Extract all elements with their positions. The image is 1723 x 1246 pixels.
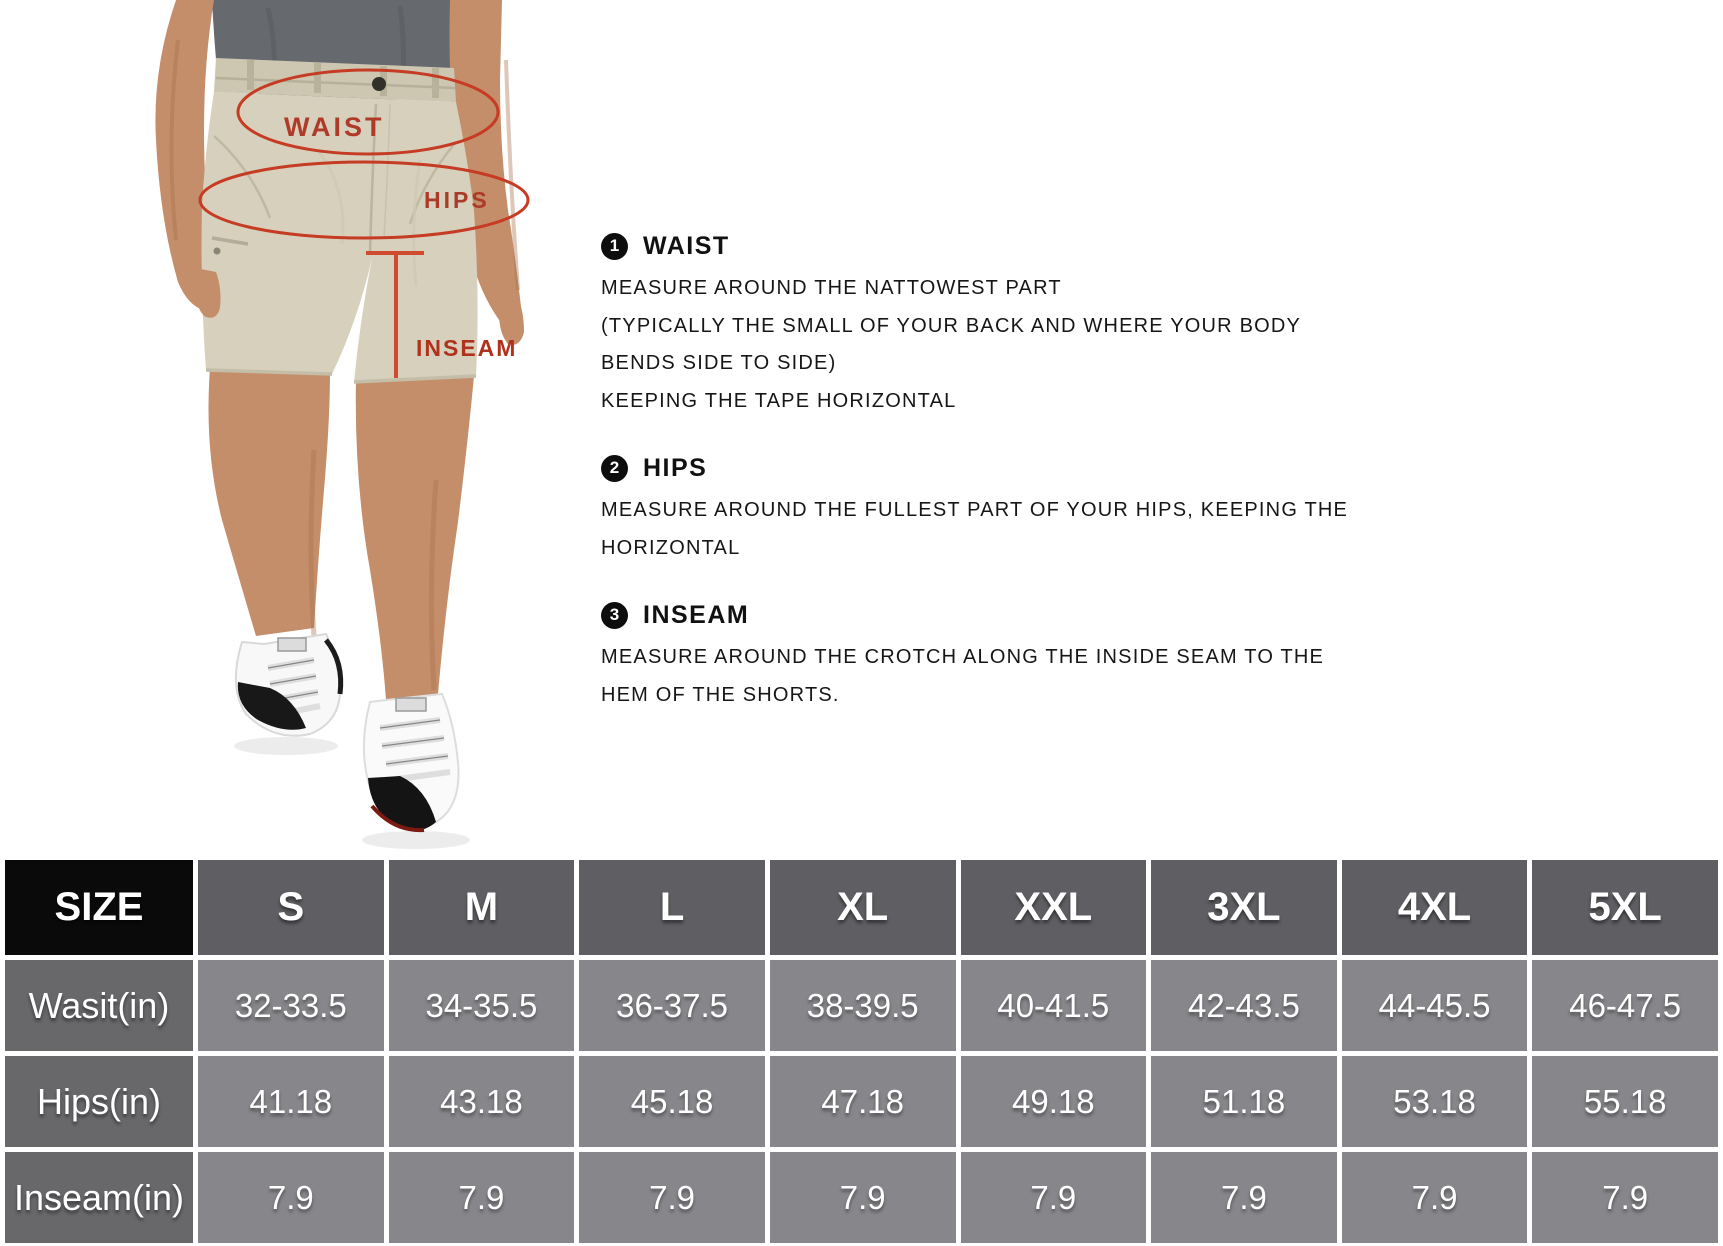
header-cell-5xl: 5XL: [1532, 860, 1718, 955]
instruction-inseam-title: INSEAM: [643, 600, 750, 629]
step-1-badge: 1: [601, 233, 628, 260]
waist-value-m: 34-35.5: [389, 960, 575, 1051]
header-cell-xxl: XXL: [961, 860, 1147, 955]
hips-value-5xl: 55.18: [1532, 1056, 1718, 1147]
hips-value-s: 41.18: [198, 1056, 384, 1147]
inseam-value-l: 7.9: [579, 1152, 765, 1243]
hips-value-xxl: 49.18: [961, 1056, 1147, 1147]
hips-annotation-label: HIPS: [424, 187, 490, 213]
waist-value-4xl: 44-45.5: [1342, 960, 1528, 1051]
instruction-waist-line-4: KEEPING THE TAPE HORIZONTAL: [601, 389, 957, 412]
model-photo: [118, 0, 588, 862]
inseam-annotation-label: INSEAM: [416, 335, 518, 361]
hips-value-l: 45.18: [579, 1056, 765, 1147]
waist-row-label: Wasit(in): [5, 960, 193, 1051]
instruction-inseam: [601, 597, 1371, 714]
header-cell-4xl: 4XL: [1342, 860, 1528, 955]
inseam-value-xl: 7.9: [770, 1152, 956, 1243]
inseam-value-5xl: 7.9: [1532, 1152, 1718, 1243]
hips-row: [5, 1056, 1718, 1147]
hips-value-xl: 47.18: [770, 1056, 956, 1147]
instruction-waist-line-3: BENDS SIDE TO SIDE): [601, 352, 837, 374]
right-leg: [356, 376, 474, 700]
inseam-value-3xl: 7.9: [1151, 1152, 1337, 1243]
hips-value-m: 43.18: [389, 1056, 575, 1147]
size-column-header: SIZE: [5, 860, 193, 955]
header-cell-m: M: [389, 860, 575, 955]
waist-value-3xl: 42-43.5: [1151, 960, 1337, 1051]
header-cell-3xl: 3XL: [1151, 860, 1337, 955]
instruction-hips: [601, 450, 1371, 567]
size-table-header-row: [5, 860, 1718, 955]
waist-button: [372, 77, 386, 91]
header-cell-xl: XL: [770, 860, 956, 955]
waist-value-xl: 38-39.5: [770, 960, 956, 1051]
step-2-badge: 2: [601, 455, 628, 482]
waist-value-s: 32-33.5: [198, 960, 384, 1051]
instruction-inseam-line-1: MEASURE AROUND THE CROTCH ALONG THE INSIDE SEAM TO THE: [601, 646, 1325, 668]
instruction-hips-title: HIPS: [643, 453, 708, 482]
waist-value-xxl: 40-41.5: [961, 960, 1147, 1051]
instruction-hips-line-2: HORIZONTAL: [601, 536, 741, 559]
inseam-value-xxl: 7.9: [961, 1152, 1147, 1243]
instruction-inseam-line-2: HEM OF THE SHORTS.: [601, 683, 840, 706]
instruction-waist-title: WAIST: [643, 231, 730, 260]
left-hand: [194, 268, 220, 318]
hips-value-3xl: 51.18: [1151, 1056, 1337, 1147]
inseam-value-m: 7.9: [389, 1152, 575, 1243]
instruction-hips-line-1: MEASURE AROUND THE FULLEST PART OF YOUR HIPS, KEEPING THE: [601, 499, 1349, 521]
inseam-row: [5, 1152, 1718, 1243]
waist-value-l: 36-37.5: [579, 960, 765, 1051]
instruction-waist-line-2: (TYPICALLY THE SMALL OF YOUR BACK AND WHERE YOUR BODY: [601, 314, 1302, 337]
step-3-badge: 3: [601, 602, 628, 629]
inseam-value-s: 7.9: [198, 1152, 384, 1243]
instruction-waist: [601, 228, 1371, 420]
inseam-row-label: Inseam(in): [5, 1152, 193, 1243]
hips-value-4xl: 53.18: [1342, 1056, 1528, 1147]
waist-annotation-label: WAIST: [284, 112, 385, 142]
inseam-value-4xl: 7.9: [1342, 1152, 1528, 1243]
measuring-instructions: [601, 228, 1371, 744]
header-cell-s: S: [198, 860, 384, 955]
header-cell-l: L: [579, 860, 765, 955]
hips-row-label: Hips(in): [5, 1056, 193, 1147]
size-chart-table: [0, 855, 1723, 1246]
waist-row: [5, 960, 1718, 1051]
instruction-waist-line-1: MEASURE AROUND THE NATTOWEST PART: [601, 277, 1062, 299]
waist-value-5xl: 46-47.5: [1532, 960, 1718, 1051]
